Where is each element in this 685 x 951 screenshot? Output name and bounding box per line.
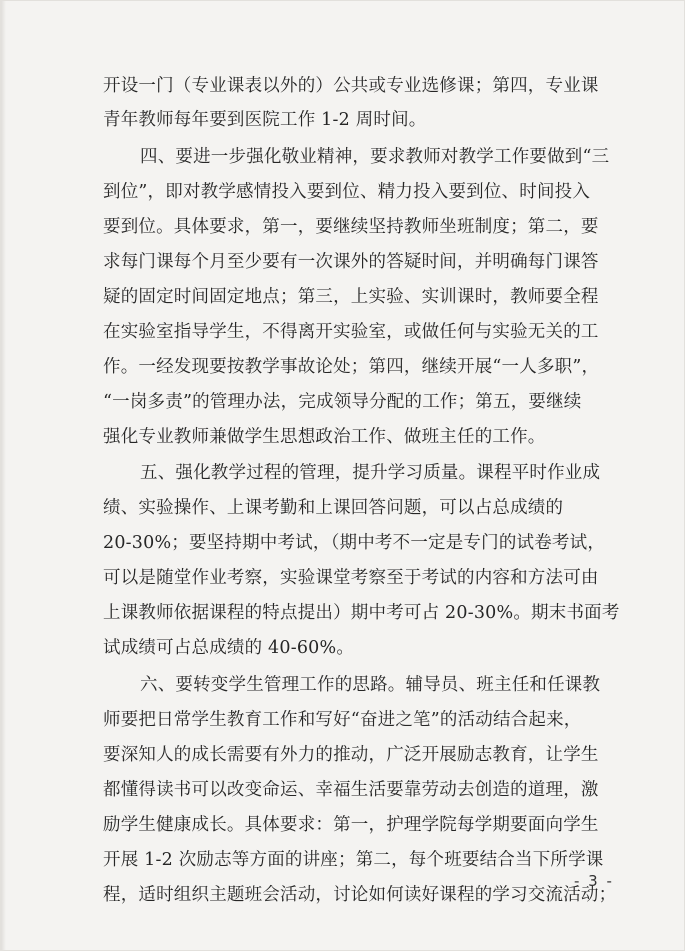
- scan-edge-shadow: [0, 0, 6, 951]
- text-line: 都懂得读书可以改变命运、幸福生活要靠劳动去创造的道理，激: [103, 780, 599, 800]
- text-line: 励学生健康成长。具体要求：第一，护理学院每学期要面向学生: [103, 815, 599, 835]
- text-line: 作。一经发现要按教学事故论处；第四，继续开展“一人多职”，: [103, 357, 600, 377]
- text-line: 强化专业教师兼做学生思想政治工作、做班主任的工作。: [103, 427, 546, 447]
- text-line: 师要把日常学生教育工作和写好“奋进之笔”的活动结合起来，: [103, 710, 582, 730]
- text-line: 到位”，即对教学感情投入要到位、精力投入要到位、时间投入: [103, 182, 591, 202]
- page-number: - 3 -: [574, 872, 614, 890]
- text-line: 青年教师每年要到医院工作 1-2 周时间。: [103, 110, 427, 130]
- text-line: 疑的固定时间固定地点；第三，上实验、实训课时，教师要全程: [103, 287, 599, 307]
- text-line: 求每门课每个月至少要有一次课外的答疑时间，并明确每门课答: [103, 252, 599, 272]
- section-four-heading-line: 四、要进一步强化敬业精神，要求教师对教学工作要做到“三: [140, 147, 610, 167]
- section-six-heading-line: 六、要转变学生管理工作的思路。辅导员、班主任和任课教: [140, 675, 601, 695]
- text-line: 要深知人的成长需要有外力的推动，广泛开展励志教育，让学生: [103, 745, 599, 765]
- text-line: “一岗多责”的管理办法，完成领导分配的工作；第五，要继续: [103, 392, 582, 412]
- text-line: 20-30%；要坚持期中考试，（期中考不一定是专门的试卷考试，: [103, 533, 606, 553]
- text-line: 绩、实验操作、上课考勤和上课回答问题，可以占总成绩的: [103, 498, 564, 518]
- section-five-heading-line: 五、强化教学过程的管理，提升学习质量。课程平时作业成: [140, 463, 601, 483]
- text-line: 要到位。具体要求，第一，要继续坚持教师坐班制度；第二，要: [103, 217, 599, 237]
- text-line: 在实验室指导学生，不得离开实验室，或做任何与实验无关的工: [103, 322, 599, 342]
- text-line: 可以是随堂作业考察，实验课堂考察至于考试的内容和方法可由: [103, 568, 599, 588]
- text-line: 试成绩可占总成绩的 40-60%。: [103, 638, 355, 658]
- text-line: 开设一门（专业课表以外的）公共或专业选修课；第四，专业课: [103, 76, 599, 96]
- text-line: 上课教师依据课程的特点提出）期中考可占 20-30%。期末书面考: [103, 603, 620, 623]
- text-line: 程，适时组织主题班会活动，讨论如何读好课程的学习交流活动；: [103, 885, 617, 905]
- text-line: 开展 1-2 次励志等方面的讲座；第二，每个班要结合当下所学课: [103, 850, 604, 870]
